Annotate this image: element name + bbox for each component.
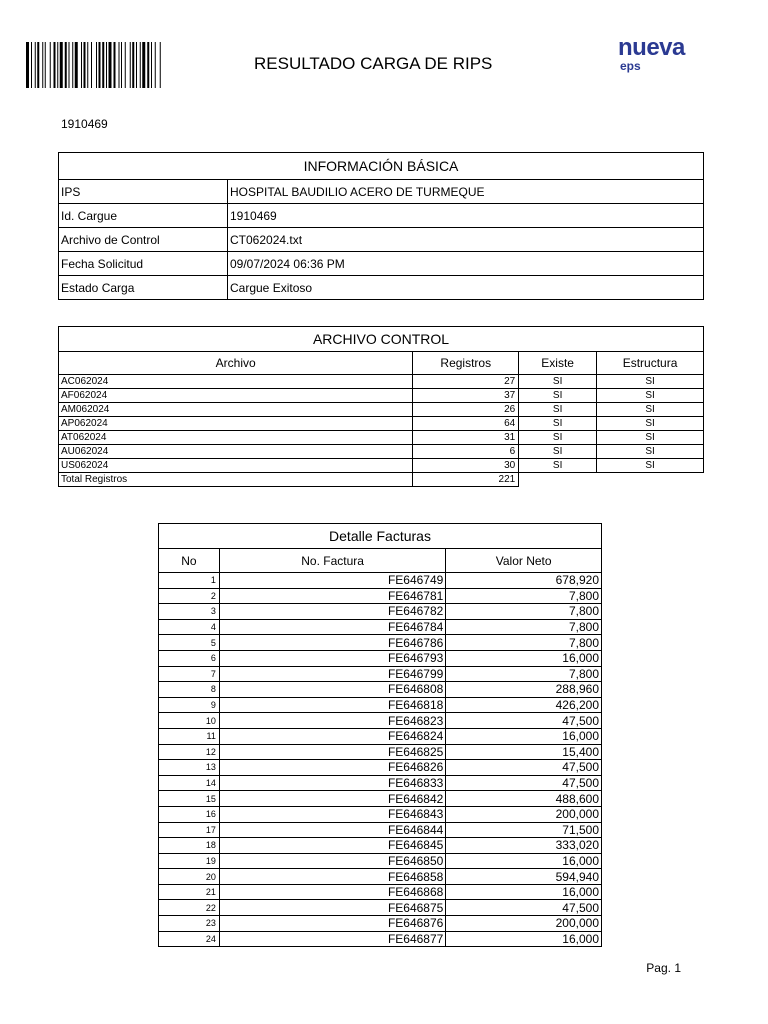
page-title: RESULTADO CARGA DE RIPS: [254, 54, 493, 73]
table-row: [159, 588, 602, 604]
invoice-value: 488,600: [446, 791, 602, 807]
archivo-cell: AU062024: [59, 445, 413, 459]
table-row: [159, 884, 602, 900]
barcode-bar: [45, 42, 46, 88]
barcode-bar: [31, 42, 32, 88]
invoice-value: 16,000: [446, 931, 602, 947]
invoice-index: 9: [159, 697, 220, 713]
barcode-bar: [91, 42, 92, 88]
barcode-bar: [96, 42, 97, 88]
invoice-value: 426,200: [446, 697, 602, 713]
empty-cell: [519, 473, 597, 487]
table-row: [59, 389, 704, 403]
barcode-bar: [84, 42, 86, 88]
control-file-table: [58, 326, 704, 487]
invoice-index: 21: [159, 884, 220, 900]
existe-cell: SI: [519, 445, 597, 459]
estructura-cell: SI: [597, 431, 704, 445]
info-value: 09/07/2024 06:36 PM: [228, 252, 704, 276]
invoice-value: 200,000: [446, 806, 602, 822]
barcode-bar: [136, 42, 137, 88]
barcode: [26, 42, 208, 88]
archivo-cell: AM062024: [59, 403, 413, 417]
invoice-number: FE646781: [219, 588, 445, 604]
load-id: 1910469: [61, 117, 108, 131]
invoice-value: 333,020: [446, 838, 602, 854]
existe-cell: SI: [519, 389, 597, 403]
estructura-cell: SI: [597, 445, 704, 459]
barcode-bar: [72, 42, 73, 88]
table-row: [159, 869, 602, 885]
barcode-bar: [81, 42, 82, 88]
barcode-bar: [65, 42, 67, 88]
column-header-estructura: Estructura: [597, 352, 704, 375]
info-value: HOSPITAL BAUDILIO ACERO DE TURMEQUE: [228, 180, 704, 204]
barcode-bar: [54, 42, 56, 88]
invoice-index: 5: [159, 635, 220, 651]
table-row: [159, 604, 602, 620]
table-row: [59, 431, 704, 445]
logo-main-text: nueva: [618, 34, 685, 61]
barcode-bar: [50, 42, 51, 88]
invoice-index: 23: [159, 916, 220, 932]
barcode-bar: [26, 42, 29, 88]
barcode-bar: [121, 42, 122, 88]
total-label: Total Registros: [59, 473, 413, 487]
invoice-value: 7,800: [446, 588, 602, 604]
barcode-bar: [155, 42, 156, 88]
table-row: [159, 713, 602, 729]
barcode-bar: [69, 42, 70, 88]
invoice-number: FE646826: [219, 760, 445, 776]
table-row: [59, 276, 704, 300]
invoice-number: FE646844: [219, 822, 445, 838]
barcode-bar: [37, 42, 39, 88]
invoice-number: FE646842: [219, 791, 445, 807]
barcode-bar: [147, 42, 149, 88]
column-header-factura: No. Factura: [219, 549, 445, 573]
invoice-value: 7,800: [446, 619, 602, 635]
table-row: [159, 744, 602, 760]
invoice-number: FE646825: [219, 744, 445, 760]
control-file-title: ARCHIVO CONTROL: [59, 327, 704, 352]
column-header-valor: Valor Neto: [446, 549, 602, 573]
estructura-cell: SI: [597, 459, 704, 473]
invoice-index: 18: [159, 838, 220, 854]
table-row: [59, 204, 704, 228]
barcode-bar: [57, 42, 58, 88]
info-label: Fecha Solicitud: [59, 252, 228, 276]
info-value: Cargue Exitoso: [228, 276, 704, 300]
table-row: [59, 180, 704, 204]
basic-info-title: INFORMACIÓN BÁSICA: [59, 153, 704, 180]
invoice-index: 19: [159, 853, 220, 869]
existe-cell: SI: [519, 417, 597, 431]
barcode-bar: [75, 42, 78, 88]
barcode-bar: [106, 42, 107, 88]
invoice-index: 2: [159, 588, 220, 604]
info-value: CT062024.txt: [228, 228, 704, 252]
page-number: Pag. 1: [646, 961, 681, 975]
info-label: Estado Carga: [59, 276, 228, 300]
registros-cell: 31: [413, 431, 519, 445]
estructura-cell: SI: [597, 403, 704, 417]
invoice-value: 7,800: [446, 635, 602, 651]
archivo-cell: AC062024: [59, 375, 413, 389]
archivo-cell: AT062024: [59, 431, 413, 445]
table-row: [159, 619, 602, 635]
estructura-cell: SI: [597, 389, 704, 403]
invoice-index: 6: [159, 650, 220, 666]
existe-cell: SI: [519, 431, 597, 445]
table-row: [59, 445, 704, 459]
invoice-number: FE646858: [219, 869, 445, 885]
table-row: [59, 417, 704, 431]
barcode-bar: [99, 42, 101, 88]
column-header-no: No: [159, 549, 220, 573]
archivo-cell: US062024: [59, 459, 413, 473]
table-row: [159, 728, 602, 744]
barcode-bar: [125, 42, 126, 88]
basic-info-table: [58, 152, 704, 300]
registros-cell: 64: [413, 417, 519, 431]
invoice-index: 4: [159, 619, 220, 635]
invoice-number: FE646845: [219, 838, 445, 854]
registros-cell: 27: [413, 375, 519, 389]
invoice-index: 14: [159, 775, 220, 791]
registros-cell: 6: [413, 445, 519, 459]
invoice-value: 678,920: [446, 573, 602, 589]
invoice-number: FE646876: [219, 916, 445, 932]
invoice-index: 7: [159, 666, 220, 682]
invoice-number: FE646877: [219, 931, 445, 947]
column-header-archivo: Archivo: [59, 352, 413, 375]
invoice-value: 200,000: [446, 916, 602, 932]
invoice-index: 13: [159, 760, 220, 776]
table-row: [159, 760, 602, 776]
invoice-value: 594,940: [446, 869, 602, 885]
barcode-bar: [142, 42, 145, 88]
invoice-number: FE646784: [219, 619, 445, 635]
estructura-cell: SI: [597, 375, 704, 389]
invoice-value: 47,500: [446, 775, 602, 791]
barcode-bar: [132, 42, 134, 88]
invoice-number: FE646799: [219, 666, 445, 682]
invoice-number: FE646824: [219, 728, 445, 744]
archivo-cell: AP062024: [59, 417, 413, 431]
estructura-cell: SI: [597, 417, 704, 431]
barcode-bar: [119, 42, 120, 88]
table-row: [159, 853, 602, 869]
invoice-index: 3: [159, 604, 220, 620]
info-label: IPS: [59, 180, 228, 204]
invoice-index: 16: [159, 806, 220, 822]
registros-cell: 30: [413, 459, 519, 473]
barcode-bar: [35, 42, 36, 88]
info-value: 1910469: [228, 204, 704, 228]
barcode-bar: [109, 42, 112, 88]
invoice-index: 12: [159, 744, 220, 760]
column-header-existe: Existe: [519, 352, 597, 375]
archivo-cell: AF062024: [59, 389, 413, 403]
invoice-value: 16,000: [446, 728, 602, 744]
table-row: [159, 573, 602, 589]
table-row: [59, 252, 704, 276]
table-row: [159, 650, 602, 666]
existe-cell: SI: [519, 375, 597, 389]
column-header-registros: Registros: [413, 352, 519, 375]
invoice-number: FE646786: [219, 635, 445, 651]
invoice-index: 17: [159, 822, 220, 838]
registros-cell: 37: [413, 389, 519, 403]
total-value: 221: [413, 473, 519, 487]
barcode-bar: [151, 42, 152, 88]
barcode-bar: [114, 42, 116, 88]
table-row: [159, 916, 602, 932]
table-row: [159, 900, 602, 916]
invoice-number: FE646850: [219, 853, 445, 869]
invoice-value: 47,500: [446, 760, 602, 776]
barcode-bar: [60, 42, 63, 88]
barcode-bar: [102, 42, 104, 88]
invoice-value: 16,000: [446, 650, 602, 666]
invoice-value: 15,400: [446, 744, 602, 760]
invoice-number: FE646782: [219, 604, 445, 620]
invoice-value: 16,000: [446, 884, 602, 900]
invoice-number: FE646793: [219, 650, 445, 666]
table-row: [159, 775, 602, 791]
invoice-value: 47,500: [446, 900, 602, 916]
barcode-bar: [42, 42, 43, 88]
barcode-bar: [140, 42, 141, 88]
total-row: [59, 473, 704, 487]
invoice-value: 288,960: [446, 682, 602, 698]
existe-cell: SI: [519, 459, 597, 473]
invoice-index: 8: [159, 682, 220, 698]
table-row: [59, 375, 704, 389]
invoice-index: 20: [159, 869, 220, 885]
invoice-number: FE646818: [219, 697, 445, 713]
registros-cell: 26: [413, 403, 519, 417]
invoice-detail-title: Detalle Facturas: [159, 524, 602, 549]
table-row: [159, 635, 602, 651]
table-row: [159, 682, 602, 698]
invoice-number: FE646808: [219, 682, 445, 698]
empty-cell: [597, 473, 704, 487]
table-row: [159, 697, 602, 713]
table-row: [159, 666, 602, 682]
invoice-value: 16,000: [446, 853, 602, 869]
invoice-number: FE646749: [219, 573, 445, 589]
info-label: Id. Cargue: [59, 204, 228, 228]
table-row: [159, 931, 602, 947]
invoice-number: FE646843: [219, 806, 445, 822]
invoice-index: 22: [159, 900, 220, 916]
table-row: [59, 403, 704, 417]
invoice-value: 47,500: [446, 713, 602, 729]
table-row: [159, 806, 602, 822]
invoice-number: FE646868: [219, 884, 445, 900]
invoice-value: 71,500: [446, 822, 602, 838]
nueva-eps-logo: [618, 36, 708, 76]
table-row: [59, 228, 704, 252]
invoice-detail-table: [158, 523, 602, 947]
barcode-bar: [87, 42, 88, 88]
invoice-number: FE646823: [219, 713, 445, 729]
info-label: Archivo de Control: [59, 228, 228, 252]
invoice-value: 7,800: [446, 604, 602, 620]
barcode-bar: [130, 42, 131, 88]
invoice-value: 7,800: [446, 666, 602, 682]
barcode-bar: [160, 42, 161, 88]
invoice-index: 15: [159, 791, 220, 807]
existe-cell: SI: [519, 403, 597, 417]
table-row: [59, 459, 704, 473]
table-row: [159, 822, 602, 838]
table-row: [159, 838, 602, 854]
invoice-number: FE646875: [219, 900, 445, 916]
invoice-index: 11: [159, 728, 220, 744]
logo-sub-text: eps: [620, 59, 641, 73]
invoice-index: 1: [159, 573, 220, 589]
invoice-index: 10: [159, 713, 220, 729]
invoice-number: FE646833: [219, 775, 445, 791]
table-row: [159, 791, 602, 807]
invoice-index: 24: [159, 931, 220, 947]
